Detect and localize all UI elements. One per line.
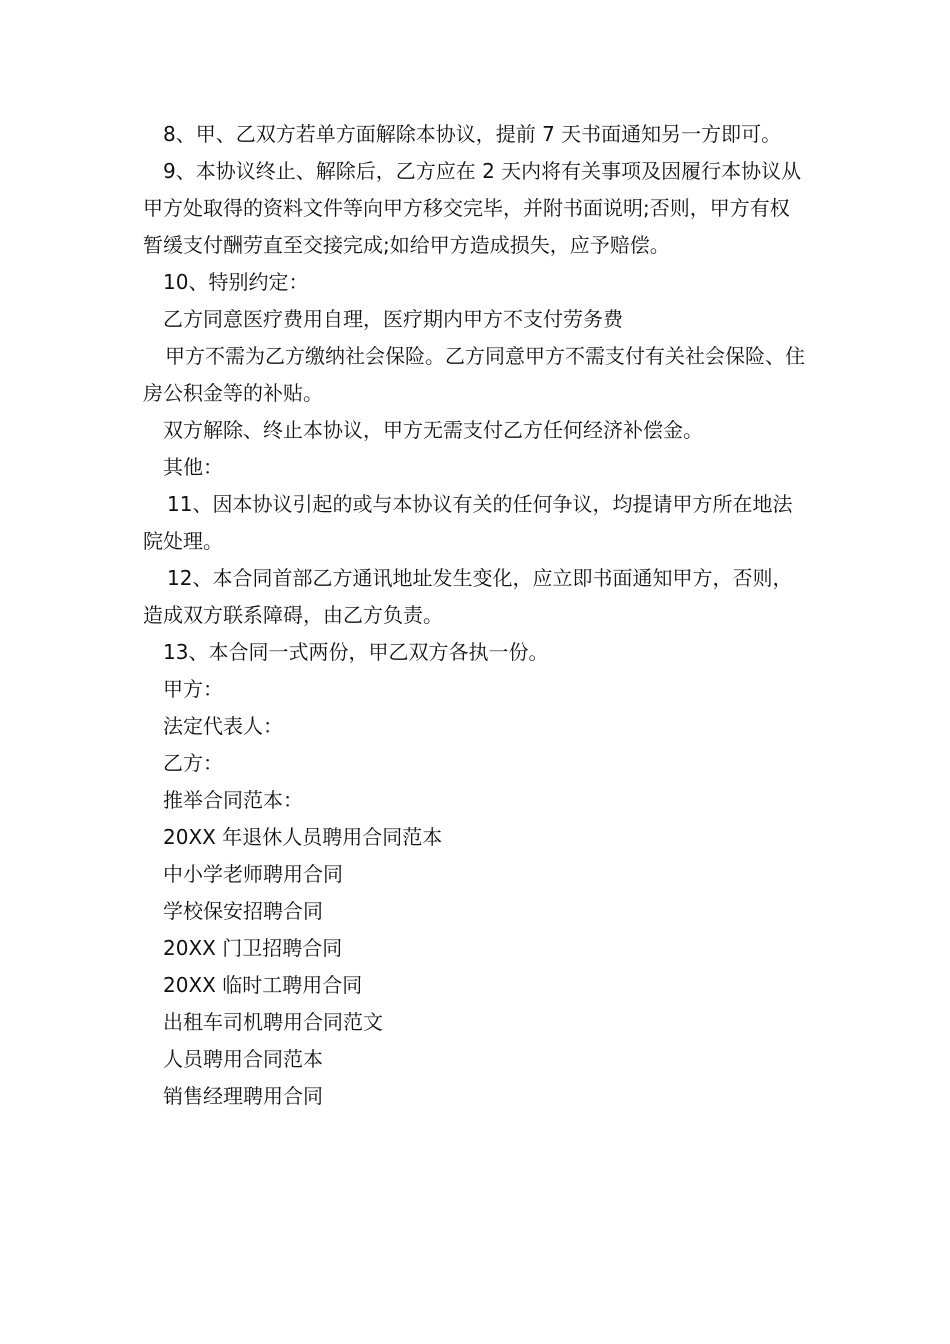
clause-11: 11、因本协议引起的或与本协议有关的任何争议，均提请甲方所在地法院处理。 bbox=[143, 492, 793, 553]
recommended-template-item: 20XX 门卫招聘合同 bbox=[163, 936, 343, 960]
clause-9: 9、本协议终止、解除后，乙方应在 2 天内将有关事项及因履行本协议从甲方处取得的资料文件等向甲方移交完毕，并附书面说明;否则，甲方有权暂缓支付酬劳直至交接完成;如给甲方造成损失，应予赔偿。 bbox=[143, 159, 802, 257]
recommended-template-item: 20XX 临时工聘用合同 bbox=[163, 973, 363, 997]
party-b-label: 乙方： bbox=[163, 751, 223, 775]
recommended-templates-heading: 推举合同范本： bbox=[163, 788, 303, 812]
recommended-template-item: 销售经理聘用合同 bbox=[163, 1084, 323, 1108]
recommended-template-item: 20XX 年退休人员聘用合同范本 bbox=[163, 825, 443, 849]
recommended-template-item: 学校保安招聘合同 bbox=[163, 899, 323, 923]
clause-13: 13、本合同一式两份，甲乙双方各执一份。 bbox=[163, 640, 549, 664]
clause-10-heading: 10、特别约定： bbox=[163, 270, 309, 294]
special-term-compensation: 双方解除、终止本协议，甲方无需支付乙方任何经济补偿金。 bbox=[163, 418, 703, 442]
recommended-template-item: 出租车司机聘用合同范文 bbox=[163, 1010, 383, 1034]
special-term-medical: 乙方同意医疗费用自理，医疗期内甲方不支付劳务费 bbox=[163, 307, 623, 331]
party-a-label: 甲方： bbox=[163, 677, 223, 701]
other-heading: 其他： bbox=[163, 455, 223, 479]
legal-representative-label: 法定代表人： bbox=[163, 714, 283, 738]
clause-12: 12、本合同首部乙方通讯地址发生变化，应立即书面通知甲方，否则，造成双方联系障碍，由乙方负责。 bbox=[143, 566, 793, 627]
document-body bbox=[143, 116, 808, 1115]
recommended-template-item: 中小学老师聘用合同 bbox=[163, 862, 343, 886]
special-term-insurance: 甲方不需为乙方缴纳社会保险。乙方同意甲方不需支付有关社会保险、住房公积金等的补贴。 bbox=[143, 344, 805, 405]
clause-8: 8、甲、乙双方若单方面解除本协议，提前 7 天书面通知另一方即可。 bbox=[163, 122, 782, 146]
recommended-template-item: 人员聘用合同范本 bbox=[163, 1047, 323, 1071]
